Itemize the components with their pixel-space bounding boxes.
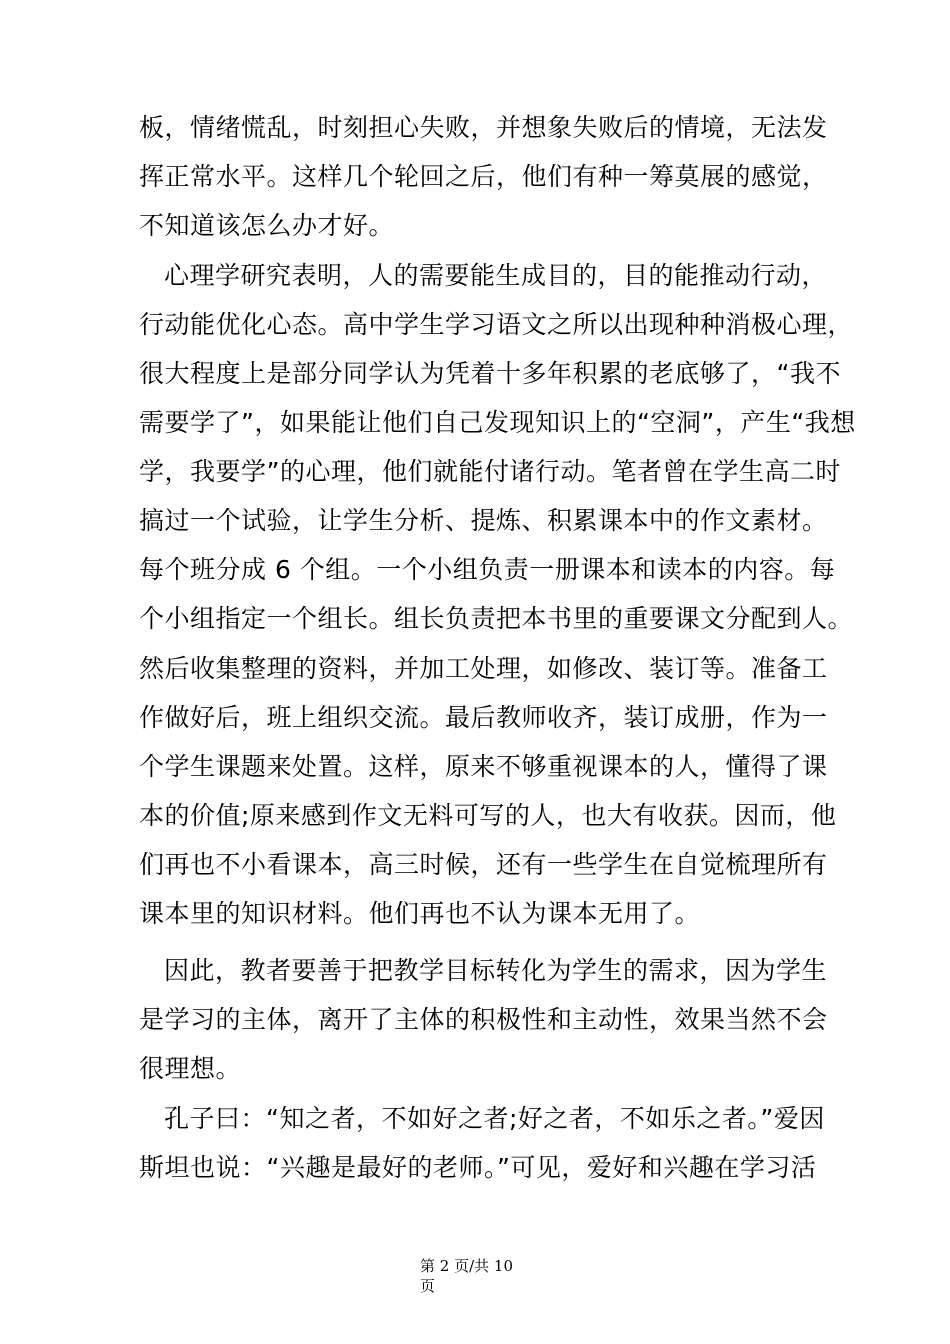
text-line: 挥正常水平。这样几个轮回之后，他们有种一筹莫展的感觉，: [139, 162, 828, 191]
text-line: 不知道该怎么办才好。: [139, 211, 395, 240]
page-number: 第 2 页/共 10: [420, 1257, 513, 1275]
paragraph-first-line: 因此，教者要善于把教学目标转化为学生的需求，因为学生: [164, 956, 828, 985]
page-number-continued: 页: [420, 1277, 436, 1295]
text-line: 个小组指定一个组长。组长负责把本书里的重要课文分配到人。: [139, 604, 854, 633]
text-line: 搞过一个试验，让学生分析、提炼、积累课本中的作文素材。: [139, 506, 828, 535]
paragraph-first-line: 孔子曰：“知之者，不如好之者;好之者，不如乐之者。”爱因: [164, 1104, 825, 1133]
text-line: 个学生课题来处置。这样，原来不够重视课本的人，懂得了课: [139, 752, 828, 781]
text-line: 很大程度上是部分同学认为凭着十多年积累的老底够了，“我不: [139, 359, 841, 388]
text-line: 然后收集整理的资料，并加工处理，如修改、装订等。准备工: [139, 654, 828, 683]
text-line: 很理想。: [139, 1054, 242, 1083]
text-line: 作做好后，班上组织交流。最后教师收齐，装订成册，作为一: [139, 703, 828, 732]
paragraph-first-line: 心理学研究表明，人的需要能生成目的，目的能推动行动，: [164, 261, 828, 290]
text-line: 斯坦也说：“兴趣是最好的老师。”可见，爱好和兴趣在学习活: [139, 1153, 817, 1182]
text-line: 每个班分成 6 个组。一个小组负责一册课本和读本的内容。每: [139, 555, 836, 584]
text-line: 本的价值;原来感到作文无料可写的人，也大有收获。因而，他: [139, 801, 837, 830]
text-line: 课本里的知识材料。他们再也不认为课本无用了。: [139, 899, 701, 928]
text-line: 们再也不小看课本，高三时候，还有一些学生在自觉梳理所有: [139, 850, 828, 879]
text-line: 板，情绪慌乱，时刻担心失败，并想象失败后的情境，无法发: [139, 113, 828, 142]
text-line: 学，我要学”的心理，他们就能付诸行动。笔者曾在学生高二时: [139, 457, 841, 486]
text-line: 是学习的主体，离开了主体的积极性和主动性，效果当然不会: [139, 1005, 828, 1034]
text-line: 行动能优化心态。高中学生学习语文之所以出现种种消极心理，: [139, 310, 854, 339]
text-line: 需要学了”，如果能让他们自己发现知识上的“空洞”，产生“我想: [139, 408, 856, 437]
